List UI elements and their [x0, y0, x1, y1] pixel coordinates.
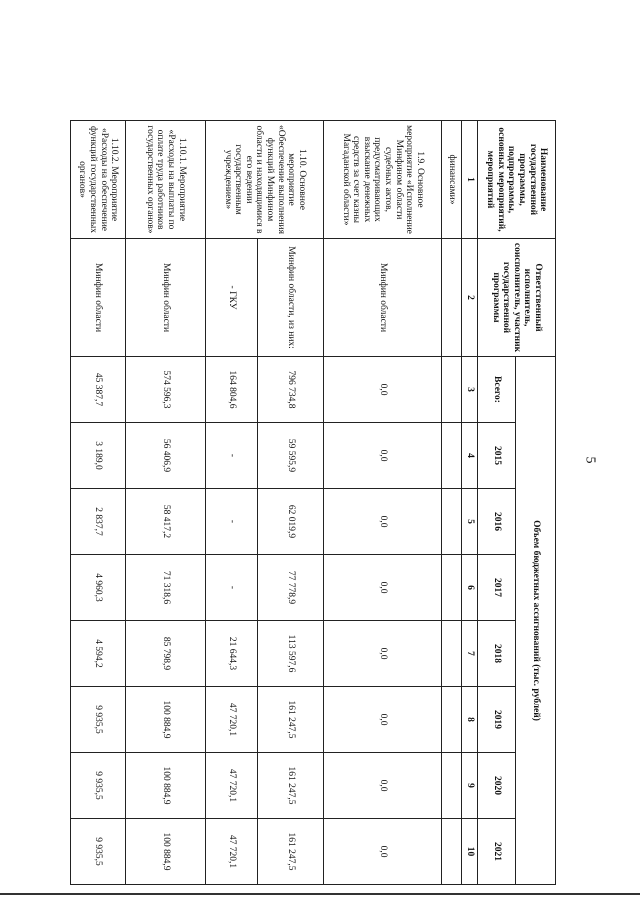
- row-value: 77 778,9: [258, 555, 324, 621]
- row-executor: Минфин области: [324, 239, 442, 357]
- column-number: 6: [462, 555, 478, 621]
- row-value: 59 595,9: [258, 423, 324, 489]
- row-value: 0,0: [324, 687, 442, 753]
- page-number: 5: [582, 456, 598, 464]
- row-value: 2 837,7: [71, 489, 126, 555]
- row-value: 0,0: [324, 819, 442, 885]
- header-name: Наименование государственной программы, подпрограммы, основных мероприятий, мероприятий: [478, 121, 556, 239]
- row-value: 0,0: [324, 423, 442, 489]
- header-year: 2020: [478, 753, 516, 819]
- table-row: [126, 121, 206, 885]
- row-executor: - ГКУ: [206, 239, 258, 357]
- header-year: 2018: [478, 621, 516, 687]
- header-budget-group: Объем бюджетных ассигнований (тыс. рублей): [516, 357, 556, 885]
- row-value: 796 734,8: [258, 357, 324, 423]
- row-value: 9 935,5: [71, 687, 126, 753]
- row-value: 164 804,6: [206, 357, 258, 423]
- row-value: 45 387,7: [71, 357, 126, 423]
- row-value: 113 597,6: [258, 621, 324, 687]
- column-number: 4: [462, 423, 478, 489]
- row-value: 9 935,5: [71, 819, 126, 885]
- header-year: 2015: [478, 423, 516, 489]
- column-number: 8: [462, 687, 478, 753]
- column-number: 9: [462, 753, 478, 819]
- row-value: 0,0: [324, 555, 442, 621]
- row-name: 1.10. Основное мероприятие «Обеспечение выполнения функций Минфином области и находящимися в его ведении государственным учреждением»: [206, 121, 324, 239]
- row-value: 21 644,3: [206, 621, 258, 687]
- row-value: 4 594,2: [71, 621, 126, 687]
- row-executor: Минфин области, из них:: [258, 239, 324, 357]
- row-value: 47 720,1: [206, 819, 258, 885]
- row-value: 58 417,2: [126, 489, 206, 555]
- row-value: 9 935,5: [71, 753, 126, 819]
- row-value: -: [206, 555, 258, 621]
- row-value: -: [206, 489, 258, 555]
- row-value: 100 884,9: [126, 819, 206, 885]
- row-executor: Минфин области: [71, 239, 126, 357]
- row-value: 0,0: [324, 357, 442, 423]
- continuation-text: финансами»: [442, 121, 462, 239]
- row-value: 161 247,5: [258, 753, 324, 819]
- table-row: [71, 121, 126, 885]
- column-number: 3: [462, 357, 478, 423]
- continuation-row: [442, 121, 462, 885]
- row-value: 3 189,0: [71, 423, 126, 489]
- row-value: 4 960,3: [71, 555, 126, 621]
- row-value: 100 884,9: [126, 753, 206, 819]
- row-value: 0,0: [324, 753, 442, 819]
- row-value: 161 247,5: [258, 687, 324, 753]
- row-value: 56 406,9: [126, 423, 206, 489]
- bottom-divider: [0, 893, 640, 895]
- row-value: 161 247,5: [258, 819, 324, 885]
- column-number: 10: [462, 819, 478, 885]
- rotated-table-container: [71, 120, 556, 880]
- column-number-row: [462, 121, 478, 885]
- budget-table: [70, 120, 556, 885]
- row-value: -: [206, 423, 258, 489]
- header-executor: Ответственный исполнитель, соисполнитель, участник государственной программы: [478, 239, 556, 357]
- row-executor: Минфин области: [126, 239, 206, 357]
- row-value: 47 720,1: [206, 687, 258, 753]
- row-value: 47 720,1: [206, 753, 258, 819]
- row-value: 0,0: [324, 621, 442, 687]
- row-value: 574 596,3: [126, 357, 206, 423]
- row-name: 1.10.1. Мероприятие «Расходы на выплаты по оплате труда работников государственных органов»: [126, 121, 206, 239]
- row-value: 71 318,6: [126, 555, 206, 621]
- row-value: 62 019,9: [258, 489, 324, 555]
- table-row: [258, 121, 324, 885]
- column-number: 1: [462, 121, 478, 239]
- column-number: 2: [462, 239, 478, 357]
- row-name: 1.10.2. Мероприятие «Расходы на обеспечение функций государственных органов»: [71, 121, 126, 239]
- header-total: Всего:: [478, 357, 516, 423]
- row-value: 85 798,9: [126, 621, 206, 687]
- header-year: 2016: [478, 489, 516, 555]
- row-name: 1.9. Основное мероприятие «Исполнение Минфином области судебных актов, предусматривающих взыскание денежных средств за счет казны Магаданской области»: [324, 121, 442, 239]
- header-year: 2019: [478, 687, 516, 753]
- row-value: 100 884,9: [126, 687, 206, 753]
- header-year: 2017: [478, 555, 516, 621]
- row-value: 0,0: [324, 489, 442, 555]
- header-year: 2021: [478, 819, 516, 885]
- column-number: 7: [462, 621, 478, 687]
- table-row: [324, 121, 442, 885]
- column-number: 5: [462, 489, 478, 555]
